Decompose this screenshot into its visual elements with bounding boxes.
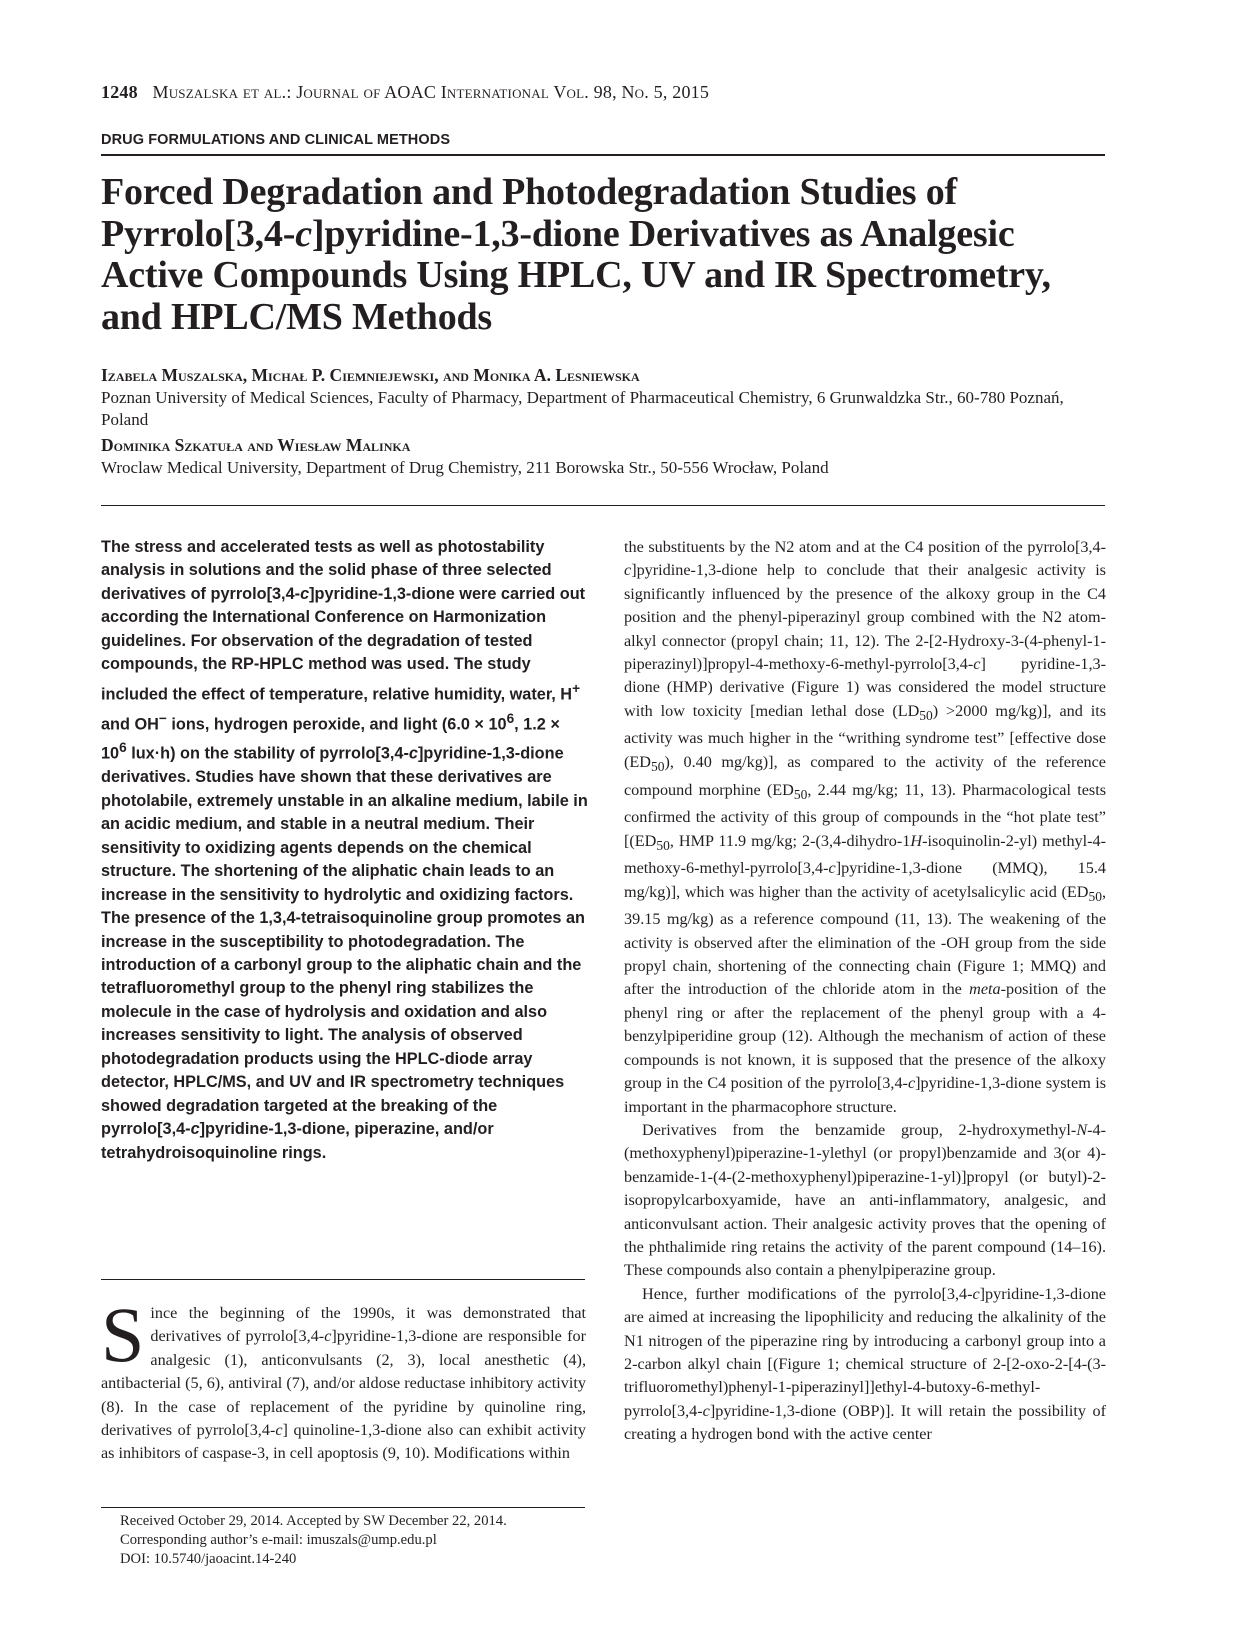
header-divider (101, 505, 1105, 506)
corresponding-author-line: Corresponding author’s e-mail: imuszals@ump.edu.pl (120, 1532, 437, 1548)
introduction-text: Since the beginning of the 1990s, it was demonstrated that derivatives of pyrrolo[3,4-c]pyridine-1,3-dione are responsible for analgesic (1), anticonvulsants (2, 3), local anesthetic (4), antibacterial (5, 6), antiviral (7), and/or aldose reductase inhibitory activity (8). In the case of replacement of the pyridine by quinoline ring, derivatives of pyrrolo[3,4-c] quinoline-1,3-dione also can exhibit activity as inhibitors of caspase-3, in cell apoptosis (9, 10). Modifications within (101, 1291, 587, 1463)
received-line: Received October 29, 2014. Accepted by SW December 22, 2014. (120, 1513, 507, 1529)
article-title (101, 172, 1101, 338)
running-head (101, 82, 709, 103)
paragraph: Hence, further modifications of the pyrrolo[3,4-c]pyridine-1,3-dione are aimed at increasing the lipophilicity and reducing the alkalinity of the N1 nitrogen of the piperazine ring by introducing a carbonyl group into a 2-carbon alkyl chain [(Figure 1; chemical structure of 2-[2-oxo-2-[4-(3-trifluoromethyl)phenyl-1-piperazinyl]]ethyl-4-butoxy-6-methyl-pyrrolo[3,4-c]pyridine-1,3-dione (OBP)]. It will retain the possibility of creating a hydrogen bond with the active center (624, 1284, 1106, 1444)
affiliation-1: Poznan University of Medical Sciences, Faculty of Pharmacy, Department of Pharmaceutical Chemistry, 6 Grunwaldzka Str., 60-780 Poznań, Poland (101, 388, 1064, 429)
title-text: ]pyridine-1,3-dione Derivatives as Analgesic Active Compounds Using HPLC, UV and IR Spectrometry, and HPLC/MS Methods (101, 212, 1051, 338)
abstract-divider (101, 1279, 585, 1280)
paragraph: the substituents by the N2 atom and at the C4 position of the pyrrolo[3,4-c]pyridine-1,3-dione help to conclude that their analgesic activity is significantly influenced by the presence of the alkoxy group in the C4 position and the phenyl-piperazinyl group combined with the N2 atom-alkyl connector (propyl chain; 11, 12). The 2-[2-Hydroxy-3-(4-phenyl-1-piperazinyl)]propyl-4-methoxy-6-methyl-pyrrolo[3,4-c] pyridine-1,3-dione (HMP) derivative (Figure 1) was considered the model structure with low toxicity [median lethal dose $(LD_{50}) >2000$ mg/kg)], and its activity was much higher in the “writhing syndrome test” [effective dose $(ED_{50})$, 0.40 mg/kg)], as compared to the activity of the reference compound morphine ($ED_{50}$, 2.44 mg/kg; 11, 13). Pharmacological tests confirmed the activity of this group of compounds in the “hot plate test” [($ED_{50}$, HMP 11.9 mg/kg; 2-(3,4-dihydro-1H-isoquinolin-2-yl) methyl-4-methoxy-6-methyl-pyrrolo[3,4-c]pyridine-1,3-dione (MMQ), 15.4 mg/kg)], which was higher than the activity of acetylsalicylic acid ($ED_{50}$, 39.15 mg/kg) as a reference compound (11, 13). The weakening of the activity is observed after the elimination of the -OH group from the side propyl chain, shortening of the connecting chain (Figure 1; MMQ) and after the introduction of the chloride atom in the meta-position of the phenyl ring or after the replacement of the phenyl group with a 4-benzylpiperidine group (12). Although the mechanism of action of these compounds is not known, it is supposed that the presence of the alkoxy group in the C4 position of the pyrrolo[3,4-c]pyridine-1,3-dione system is important in the pharmacophore structure. (624, 538, 1107, 1116)
right-column (624, 536, 1106, 1447)
page-number: 1248 (101, 82, 138, 102)
title-italic: c (295, 212, 312, 255)
abstract: The stress and accelerated tests as well as photostability analysis in solutions and the solid phase of three selected derivatives of pyrrolo[3,4-c]pyridine-1,3-dione were carried out according the International Conference on Harmonization guidelines. For observation of the degradation of tested compounds, the RP-HPLC method was used. The study included the effect of temperature, relative humidity, water, H+ and OH− ions, hydrogen peroxide, and light ($6.0 \times 10^6$, $1.2 \times 10^6$ lux·h) on the stability of pyrrolo[3,4-c]pyridine-1,3-dione derivatives. Studies have shown that these derivatives are photolabile, extremely unstable in an alkaline medium, labile in an acidic medium, and stable in a neutral medium. Their sensitivity to oxidizing agents depends on the chemical structure. The shortening of the aliphatic chain leads to an increase in the sensitivity to hydrolytic and oxidizing factors. The presence of the 1,3,4-tetraisoquinoline group promotes an increase in the susceptibility to photodegradation. The introduction of a carbonyl group to the aliphatic chain and the tetrafluoromethyl group to the phenyl ring stabilizes the molecule in the case of hydrolysis and oxidation and also increases sensitivity to light. The analysis of observed photodegradation products using the HPLC-diode array detector, HPLC/MS, and UV and IR spectrometry techniques showed degradation targeted at the breaking of the pyrrolo[3,4-c]pyridine-1,3-dione, piperazine, and/or tetrahydroisoquinoline rings. (101, 538, 588, 1162)
footnote (120, 1512, 507, 1569)
drop-cap: S (101, 1291, 145, 1378)
journal-citation: Muszalska et al.: Journal of AOAC International Vol. 98, No. 5, 2015 (152, 82, 710, 102)
paragraph: Derivatives from the benzamide group, 2-hydroxymethyl-N-4-(methoxyphenyl)piperazine-1-ylethyl (or propyl)benzamide and 3(or 4)-benzamide-1-(4-(2-methoxyphenyl)piperazine-1-yl)]propyl (or butyl)-2-isopropylcarboxyamide, have an anti-inflammatory, analgesic, and anticonvulsant action. Their analgesic activity proves that the opening of the phthalimide ring retains the activity of the parent compound (14–16). These compounds also contain a phenylpiperazine group. (624, 1120, 1106, 1280)
doi-line: DOI: 10.5740/jaoacint.14-240 (120, 1551, 297, 1567)
section-label: DRUG FORMULATIONS AND CLINICAL METHODS (101, 132, 451, 148)
top-rule (101, 154, 1105, 156)
title-text: Forced Degradation and Photodegradation Studies of Pyrrolo[3,4- (101, 171, 957, 255)
footnote-divider (101, 1507, 585, 1508)
affiliation-2: Wroclaw Medical University, Department of Drug Chemistry, 211 Borowska Str., 50-556 Wrocław, Poland (101, 458, 829, 477)
authors-group-1: Izabela Muszalska, Michał P. Ciemniejewski, and Monika A. Lesniewska (101, 365, 640, 385)
authors-group-2: Dominika Szkatuła and Wiesław Malinka (101, 435, 411, 455)
